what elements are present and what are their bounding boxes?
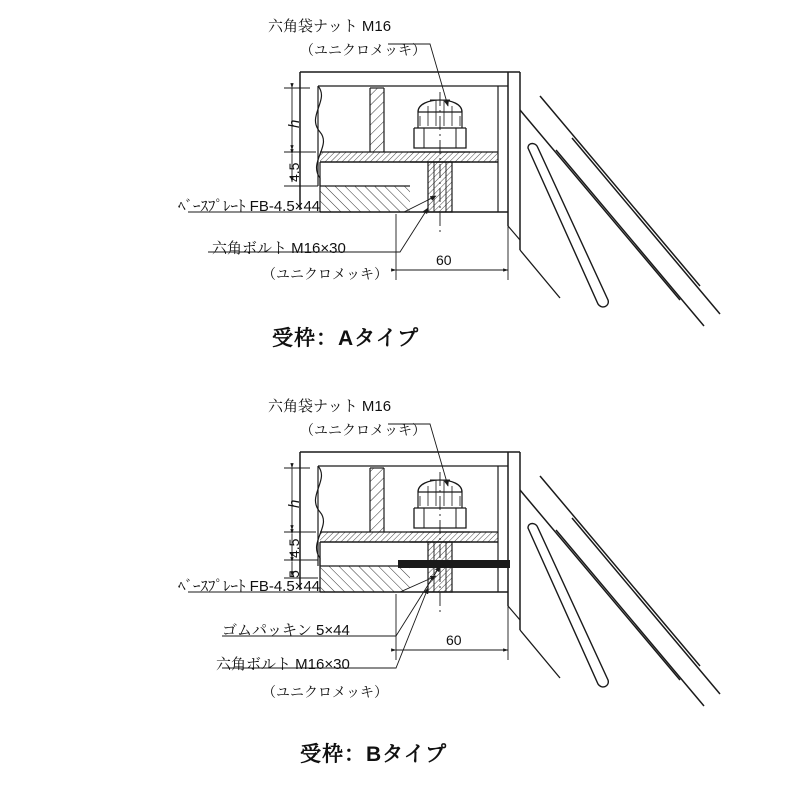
- figure-a-dim-h: h: [286, 119, 303, 128]
- figure-a-hex-bolt-sub-label: （ユニクロメッキ）: [262, 266, 388, 282]
- figure-a-dim-4-5: 4.5: [286, 162, 302, 182]
- figure-a-caption: 受枠：Aタイプ: [272, 327, 420, 350]
- figure-a-cap-nut-label: 六角袋ナット M16: [268, 18, 392, 35]
- figure-a-base-plate-label: ﾍﾞｰｽﾌﾟﾚｰﾄ FB-4.5×44: [178, 198, 321, 215]
- figure-b-cap-nut-label: 六角袋ナット M16: [268, 398, 392, 415]
- figure-b-caption: 受枠：Bタイプ: [300, 743, 448, 766]
- figure-a-dim-60: 60: [436, 252, 452, 268]
- figure-b-hex-bolt-sub-label: （ユニクロメッキ）: [262, 684, 388, 700]
- figure-b-base-plate-label: ﾍﾞｰｽﾌﾟﾚｰﾄ FB-4.5×44: [178, 578, 321, 595]
- figure-b-dim-5: 5: [286, 570, 302, 578]
- figure-a-geometry: [300, 72, 720, 326]
- figure-b-hex-bolt-label: 六角ボルト M16×30: [216, 656, 350, 673]
- figure-b-cap-nut-sub-label: （ユニクロメッキ）: [300, 422, 426, 438]
- figure-b-dim-h: h: [286, 499, 303, 508]
- figure-b-dim-4-5: 4.5: [286, 538, 302, 558]
- figure-a-cap-nut-sub-label: （ユニクロメッキ）: [300, 42, 426, 58]
- figure-a-hex-bolt-label: 六角ボルト M16×30: [212, 240, 346, 257]
- figure-b-dim-60: 60: [446, 632, 462, 648]
- figure-b-rubber-packing-label: ゴムパッキン 5×44: [222, 622, 350, 639]
